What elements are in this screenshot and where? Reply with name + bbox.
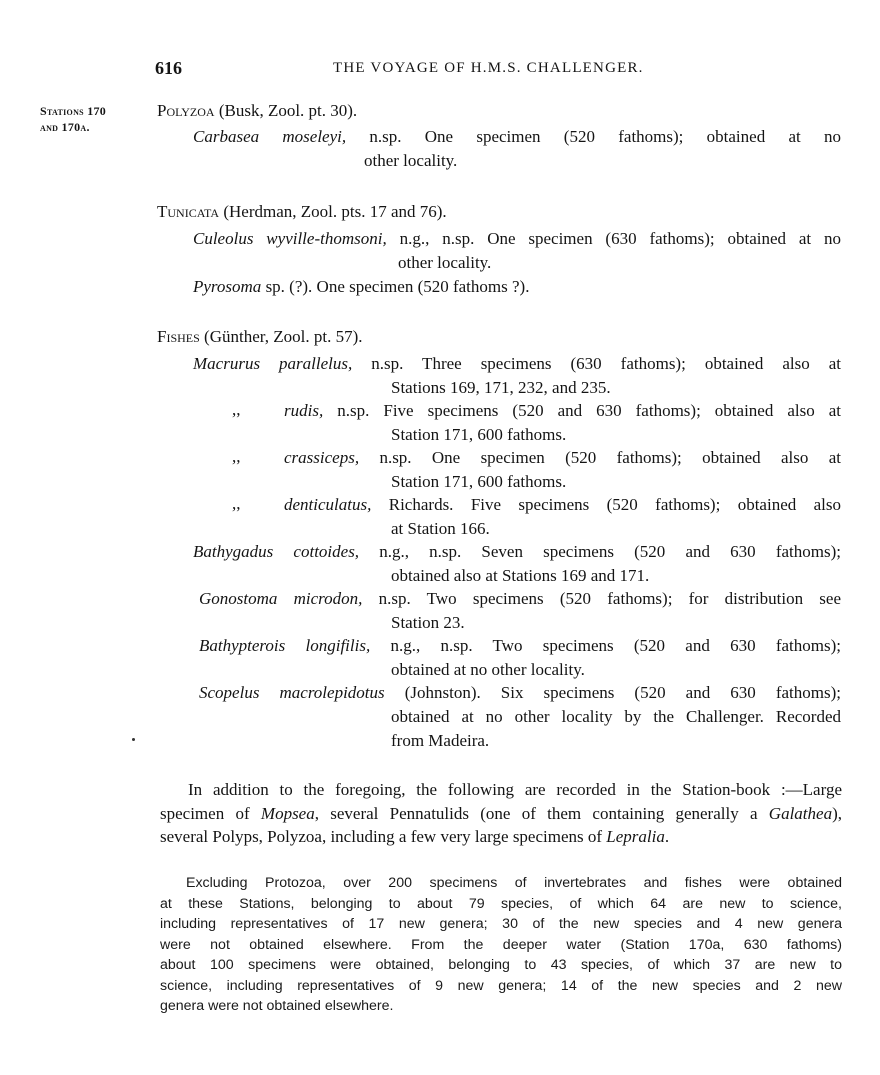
summary-line: were not obtained elsewhere. From the deeper water (Station 170a, 630 fathoms) <box>160 936 842 953</box>
paragraph-line: several Polyps, Polyzoa, including a few very large specimens of Lepralia. <box>160 827 670 846</box>
polyzoa-entry-cont: other locality. <box>364 151 458 170</box>
fish-entry: rudis, n.sp. Five specimens (520 and 630 fathoms); obtained also at <box>284 401 842 420</box>
summary-line: about 100 specimens were obtained, belonging to 43 species, of which 37 are new to <box>160 957 842 973</box>
fishes-heading: Fishes (Günther, Zool. pt. 57). <box>157 327 363 346</box>
tunicata-entry: Culeolus wyville-thomsoni, n.g., n.sp. One specimen (630 fathoms); obtained at no <box>193 229 842 248</box>
addition-paragraph <box>160 778 842 849</box>
paragraph-line: specimen of Mopsea, several Pennatulids (one of them containing generally a Galathea), <box>160 803 842 823</box>
fish-entry-cont: from Madeira. <box>391 731 490 750</box>
fish-entry-cont: Stations 169, 171, 232, and 235. <box>391 378 611 397</box>
fish-entry-cont: Station 23. <box>391 613 465 632</box>
summary-line: including representatives of 17 new genera; 30 of the new species and 4 new genera <box>160 916 842 932</box>
summary-line: science, including representatives of 9 new genera; 14 of the new species and 2 new <box>160 977 842 994</box>
margin-note-line: and 170a. <box>40 120 90 134</box>
summary-line: Excluding Protozoa, over 200 specimens of invertebrates and fishes were obtained <box>186 875 842 891</box>
fish-entry: denticulatus, Richards. Five specimens (520 fathoms); obtained also <box>284 495 842 514</box>
margin-note-line: Stations 170 <box>40 104 107 118</box>
fish-entry-cont: obtained also at Stations 169 and 171. <box>391 566 650 585</box>
fish-entry-cont: Station 171, 600 fathoms. <box>391 425 567 444</box>
polyzoa-heading: Polyzoa (Busk, Zool. pt. 30). <box>157 101 358 120</box>
fish-entry: Gonostoma microdon, n.sp. Two specimens (520 fathoms); for distribution see <box>199 589 841 608</box>
running-title: THE VOYAGE OF H.M.S. CHALLENGER. <box>333 60 644 76</box>
tunicata-entry: Pyrosoma sp. (?). One specimen (520 fathoms ?). <box>193 277 530 296</box>
polyzoa-entry: Carbasea moseleyi, n.sp. One specimen (520 fathoms); obtained at no <box>193 127 841 146</box>
tunicata-heading: Tunicata (Herdman, Zool. pts. 17 and 76). <box>157 202 447 221</box>
summary-line: at these Stations, belonging to about 79 species, of which 64 are new to science, <box>160 895 842 912</box>
ditto-mark: ,, <box>232 400 241 419</box>
fish-entry: crassiceps, n.sp. One specimen (520 fathoms); obtained also at <box>284 448 842 467</box>
paragraph-line: In addition to the foregoing, the following are recorded in the Station-book :—Large <box>188 780 842 799</box>
fish-entry-cont: Station 171, 600 fathoms. <box>391 472 567 491</box>
fish-entry-cont: obtained at no other locality by the Challenger. Recorded <box>391 707 841 726</box>
fish-entry: Bathypterois longifilis, n.g., n.sp. Two specimens (520 and 630 fathoms); <box>199 636 842 655</box>
fish-entry: Scopelus macrolepidotus (Johnston). Six specimens (520 and 630 fathoms); <box>199 683 841 702</box>
fish-entry-cont: obtained at no other locality. <box>391 660 585 679</box>
margin-note <box>40 103 106 135</box>
tunicata-entry-cont: other locality. <box>398 253 492 272</box>
ink-speck <box>132 738 135 741</box>
summary-paragraph <box>160 873 842 1017</box>
summary-line: genera were not obtained elsewhere. <box>160 998 394 1014</box>
ditto-mark: ,, <box>232 494 241 513</box>
fish-entry-cont: at Station 166. <box>391 519 490 538</box>
fish-entry: Bathygadus cottoides, n.g., n.sp. Seven specimens (520 and 630 fathoms); <box>193 542 841 561</box>
fish-entry: Macrurus parallelus, n.sp. Three specimens (630 fathoms); obtained also at <box>193 354 842 373</box>
ditto-mark: ,, <box>232 447 241 466</box>
page-number: 616 <box>155 58 182 78</box>
